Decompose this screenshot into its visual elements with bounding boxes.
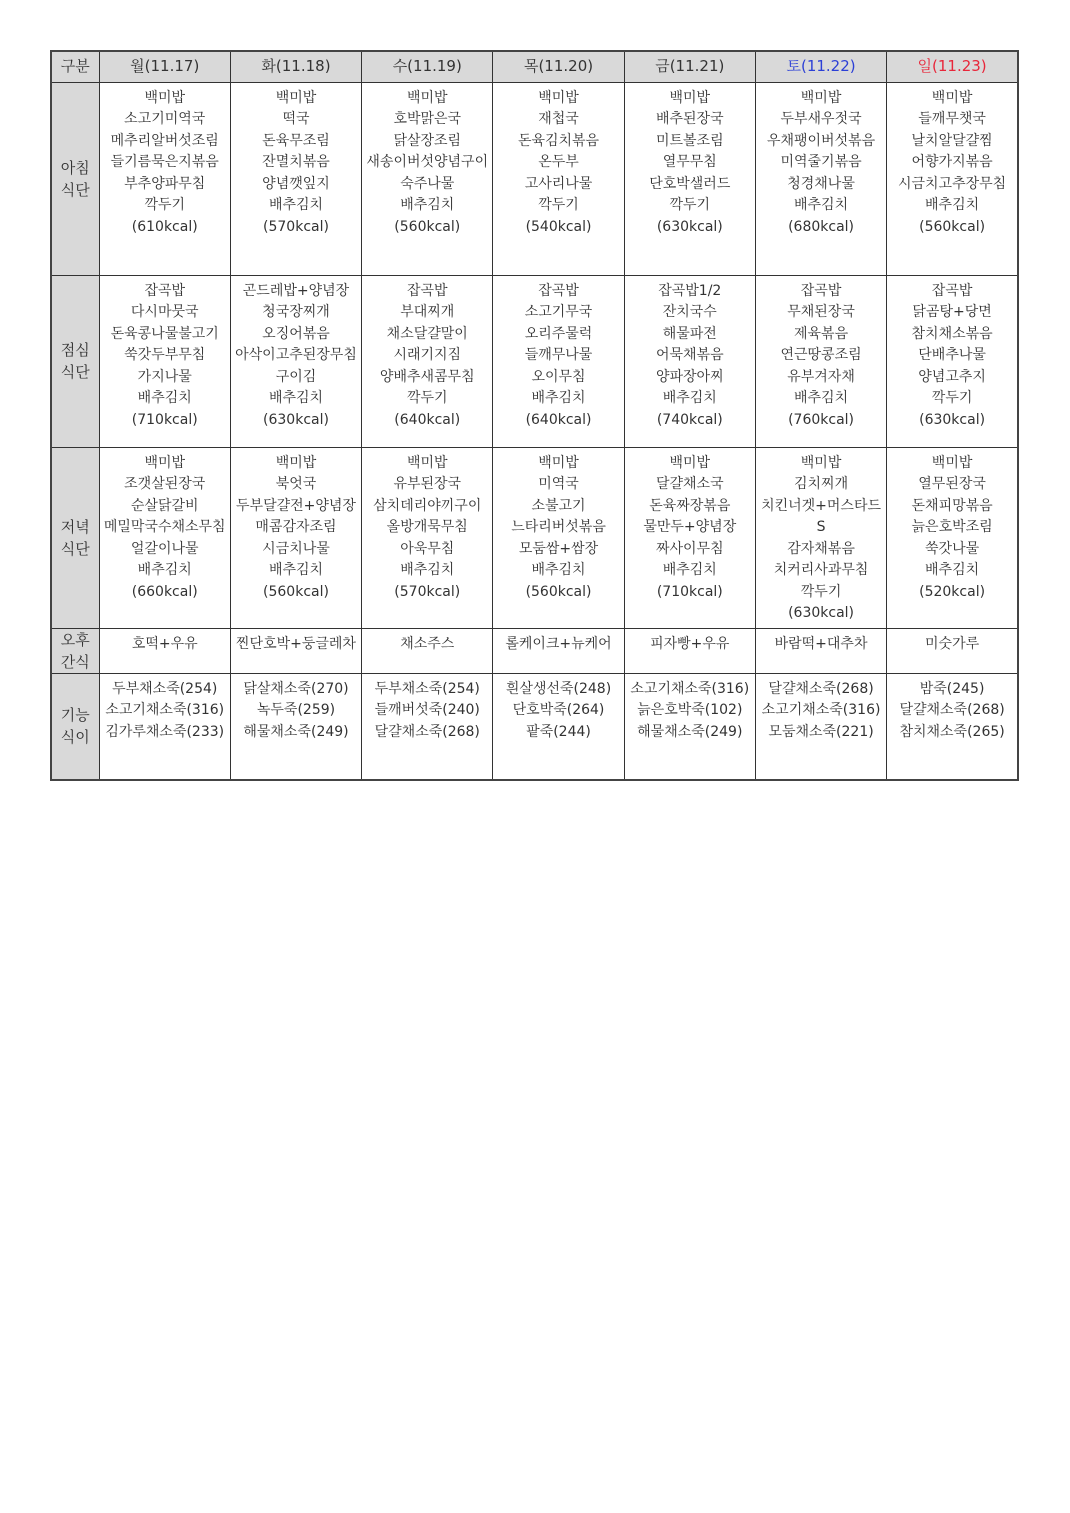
- menu-item-text: 오리주물럭: [524, 325, 593, 342]
- menu-item-text: 잡곡밥: [931, 282, 973, 299]
- menu-item-text: 삼치데리야끼구이: [373, 497, 482, 514]
- menu-item-text: 양념고추지: [918, 368, 986, 385]
- menu-item-text: 배추김치: [400, 197, 455, 213]
- menu-item-text: (660kcal): [131, 583, 198, 600]
- menu-item-text: 물만두+양념장: [643, 519, 737, 535]
- meal-cell-dinner-sat: [755, 447, 886, 628]
- menu-item-text: 깍두기: [669, 197, 711, 213]
- meal-cell-special-diet-thu: [493, 673, 624, 780]
- menu-item-text: 고사리나물: [524, 175, 593, 192]
- menu-item-text: 백미밥: [275, 89, 317, 106]
- row-special-diet: [51, 673, 1018, 780]
- menu-item-text: 백미밥: [538, 454, 579, 471]
- menu-item-text: 백미밥: [538, 89, 579, 106]
- meal-cell-snack-thu: [493, 628, 624, 673]
- menu-item-text: 느타리버섯볶음: [511, 519, 606, 535]
- day-header-sat: 토(11.22): [755, 51, 886, 82]
- meal-cell-dinner-mon: [99, 447, 230, 628]
- menu-item-text: 유부된장국: [393, 476, 462, 492]
- menu-item-text: 날치알달걀찜: [911, 132, 993, 149]
- menu-item-text: 달걀채소죽(268): [899, 702, 1005, 718]
- menu-item-text: 양념깻잎지: [262, 175, 330, 192]
- menu-item-text: 식이: [60, 728, 90, 747]
- menu-item-text: 양배추새콤무침: [379, 368, 475, 385]
- row-lunch: [51, 275, 1018, 447]
- menu-item-text: 숙주나물: [400, 175, 455, 192]
- menu-item-text: 배추김치: [531, 390, 586, 406]
- menu-item-text: 구이김: [275, 368, 317, 385]
- menu-item-text: 배추김치: [662, 390, 717, 406]
- menu-item-text: (630kcal): [656, 218, 723, 235]
- meal-cell-lunch-fri: [624, 275, 755, 447]
- meal-cell-lunch-mon: [99, 275, 230, 447]
- menu-item-text: 소고기무국: [524, 304, 593, 320]
- menu-item-text: 닭살장조림: [393, 132, 462, 149]
- menu-item-text: 단배추나물: [918, 347, 986, 363]
- menu-item-text: 피자빵+우유: [650, 635, 730, 652]
- menu-item-text: 청경채나물: [787, 175, 855, 192]
- menu-item-text: 해물파전: [662, 325, 717, 342]
- menu-item-text: 북엇국: [275, 476, 317, 492]
- meal-cell-breakfast-sat: [755, 82, 886, 275]
- menu-item-text: 잔치국수: [662, 304, 717, 320]
- meal-cell-dinner-sun: [887, 447, 1018, 628]
- row-label-lunch: [51, 275, 99, 447]
- weekly-meal-table: [50, 50, 1019, 781]
- menu-item-text: 메추리알버섯조림: [110, 132, 219, 149]
- menu-item-text: 배추김치: [794, 197, 849, 213]
- menu-item-text: 아침: [60, 158, 90, 177]
- meal-cell-breakfast-thu: [493, 82, 624, 275]
- row-label-breakfast: [51, 82, 99, 275]
- menu-item-text: 해물채소죽(249): [637, 723, 743, 740]
- menu-item-text: 미역국: [538, 476, 579, 492]
- menu-item-text: 감자채볶음: [787, 540, 855, 557]
- menu-item-text: 두부달걀전+양념장: [236, 497, 356, 514]
- menu-item-text: 배추김치: [925, 197, 980, 213]
- menu-item-text: 돈육김치볶음: [517, 132, 600, 149]
- menu-item-text: 호박맑은국: [393, 111, 462, 127]
- menu-item-text: 참치채소죽(265): [899, 723, 1005, 740]
- row-breakfast: [51, 82, 1018, 275]
- menu-item-text: 소고기채소죽(316): [761, 702, 881, 718]
- meal-cell-snack-sun: [887, 628, 1018, 673]
- row-label-dinner: [51, 447, 99, 628]
- menu-item-text: 달걀채소죽(268): [374, 723, 480, 740]
- menu-item-text: 잡곡밥: [144, 282, 186, 299]
- menu-item-text: 잡곡밥: [538, 282, 579, 299]
- menu-item-text: 바람떡+대추차: [774, 635, 868, 652]
- menu-item-text: 쑥갓두부무침: [124, 347, 206, 363]
- menu-item-text: 가지나물: [137, 368, 192, 385]
- menu-item-text: 미역줄기볶음: [780, 154, 862, 170]
- menu-item-text: 새송이버섯양념구이: [366, 154, 489, 170]
- menu-item-text: 들깨무나물: [524, 347, 593, 363]
- menu-item-text: (560kcal): [919, 218, 986, 235]
- menu-item-text: (560kcal): [263, 583, 329, 600]
- menu-item-text: 배추김치: [268, 390, 324, 406]
- menu-item-text: 치커리사과무침: [773, 562, 869, 578]
- menu-item-text: 깍두기: [144, 197, 186, 213]
- menu-item-text: 기능: [60, 706, 90, 725]
- meal-cell-special-diet-wed: [362, 673, 493, 780]
- menu-item-text: 아욱무침: [400, 540, 455, 557]
- menu-item-text: 돈육콩나물불고기: [110, 325, 219, 342]
- menu-item-text: 떡국: [282, 111, 310, 127]
- row-label-special-diet: [51, 673, 99, 780]
- menu-item-text: 소고기미역국: [124, 111, 206, 127]
- menu-item-text: 백미밥: [406, 454, 448, 471]
- menu-item-text: 백미밥: [800, 89, 842, 106]
- menu-item-text: 배추된장국: [655, 111, 724, 127]
- menu-item-text: 들깨버섯죽(240): [374, 702, 480, 718]
- menu-item-text: 백미밥: [931, 89, 973, 106]
- menu-item-text: 식단: [60, 180, 90, 199]
- menu-item-text: 돈육무조림: [262, 132, 330, 149]
- menu-item-text: 달걀채소국: [655, 476, 724, 492]
- menu-item-text: 두부새우젓국: [780, 111, 862, 127]
- menu-item-text: 소불고기: [531, 497, 586, 514]
- menu-item-text: 배추김치: [137, 562, 192, 578]
- menu-item-text: 소고기채소죽(316): [105, 702, 225, 718]
- menu-item-text: 백미밥: [144, 454, 186, 471]
- menu-item-text: 곤드레밥+양념장: [242, 282, 350, 299]
- menu-item-text: (640kcal): [394, 411, 461, 428]
- day-header-thu: 목(11.20): [493, 51, 624, 82]
- menu-item-text: 시금치나물: [262, 540, 330, 557]
- menu-item-text: 백미밥: [800, 454, 842, 471]
- menu-item-text: 배추김치: [400, 562, 455, 578]
- day-header-mon: 월(11.17): [99, 51, 230, 82]
- meal-cell-snack-wed: [362, 628, 493, 673]
- menu-item-text: 단호박샐러드: [649, 175, 731, 192]
- meal-cell-lunch-thu: [493, 275, 624, 447]
- menu-item-text: 팥죽(244): [526, 723, 591, 740]
- menu-item-text: 재첩국: [538, 111, 579, 127]
- meal-cell-snack-sat: [755, 628, 886, 673]
- menu-item-text: 김가루채소죽(233): [105, 723, 225, 740]
- menu-item-text: 미트볼조림: [655, 132, 724, 149]
- menu-item-text: 두부채소죽(254): [112, 680, 218, 697]
- menu-item-text: 식단: [60, 539, 90, 558]
- menu-item-text: 모둠쌈+쌈장: [518, 540, 599, 557]
- menu-item-text: 들기름묵은지볶음: [110, 154, 219, 170]
- menu-item-text: 김치찌개: [794, 476, 849, 492]
- menu-item-text: 호떡+우유: [131, 635, 198, 652]
- menu-item-text: 채소달걀말이: [386, 325, 468, 342]
- menu-item-text: 배추김치: [137, 390, 192, 406]
- menu-item-text: 얼갈이나물: [130, 540, 199, 557]
- menu-item-text: 백미밥: [406, 89, 448, 106]
- menu-item-text: 오이무침: [531, 368, 586, 385]
- menu-item-text: (610kcal): [131, 218, 198, 235]
- meal-cell-lunch-wed: [362, 275, 493, 447]
- menu-item-text: 깍두기: [800, 583, 842, 600]
- menu-item-text: (760kcal): [788, 411, 855, 428]
- menu-item-text: 잡곡밥: [800, 282, 842, 299]
- menu-item-text: 청국장찌개: [262, 304, 330, 320]
- menu-item-text: (630kcal): [788, 605, 855, 621]
- menu-item-text: 열무된장국: [918, 476, 986, 492]
- meal-cell-snack-mon: [99, 628, 230, 673]
- menu-item-text: 배추김치: [794, 390, 849, 406]
- menu-item-text: (680kcal): [788, 218, 855, 235]
- meal-cell-breakfast-tue: [230, 82, 361, 275]
- meal-cell-lunch-sat: [755, 275, 886, 447]
- menu-item-text: 백미밥: [669, 89, 711, 106]
- menu-item-text: 점심: [60, 341, 90, 359]
- menu-item-text: 잡곡밥: [406, 282, 448, 299]
- menu-item-text: 채소주스: [400, 635, 455, 652]
- menu-item-text: 올방개묵무침: [386, 519, 468, 535]
- menu-item-text: 메밀막국수채소무침: [103, 519, 226, 535]
- meal-cell-snack-fri: [624, 628, 755, 673]
- menu-item-text: 순살닭갈비: [130, 497, 199, 514]
- menu-item-text: 늙은호박죽(102): [637, 702, 743, 718]
- menu-item-text: 밤죽(245): [919, 680, 985, 697]
- menu-item-text: (560kcal): [394, 218, 461, 235]
- menu-item-text: 다시마뭇국: [130, 304, 199, 320]
- menu-item-text: 유부겨자채: [787, 368, 855, 385]
- menu-item-text: 부대찌개: [400, 304, 455, 320]
- menu-item-text: 백미밥: [275, 454, 317, 471]
- menu-item-text: 깍두기: [931, 390, 973, 406]
- menu-item-text: 닭곰탕+당면: [912, 304, 992, 320]
- meal-cell-breakfast-mon: [99, 82, 230, 275]
- menu-item-text: 소고기채소죽(316): [630, 680, 750, 697]
- menu-item-text: (630kcal): [263, 411, 329, 428]
- meal-cell-special-diet-tue: [230, 673, 361, 780]
- meal-cell-dinner-tue: [230, 447, 361, 628]
- menu-item-text: 잔멸치볶음: [262, 154, 330, 170]
- meal-cell-breakfast-wed: [362, 82, 493, 275]
- menu-item-text: (540kcal): [525, 218, 592, 235]
- menu-item-text: 배추김치: [925, 562, 980, 578]
- menu-item-text: (560kcal): [525, 583, 592, 600]
- menu-item-text: 찐단호박+둥글레차: [236, 635, 356, 652]
- menu-item-text: 열무무침: [662, 154, 717, 170]
- meal-cell-lunch-sun: [887, 275, 1018, 447]
- meal-cell-special-diet-sat: [755, 673, 886, 780]
- menu-item-text: 돈채피망볶음: [911, 497, 993, 514]
- menu-item-text: 간식: [60, 652, 90, 671]
- menu-item-text: 연근땅콩조림: [780, 347, 862, 363]
- menu-item-text: (710kcal): [656, 583, 723, 600]
- menu-item-text: 식단: [60, 363, 90, 381]
- menu-item-text: 깍두기: [406, 390, 448, 406]
- meal-cell-lunch-tue: [230, 275, 361, 447]
- menu-item-text: 무채된장국: [787, 304, 855, 320]
- menu-item-text: 어향가지볶음: [911, 154, 993, 170]
- meal-cell-special-diet-mon: [99, 673, 230, 780]
- menu-item-text: 잡곡밥1/2: [658, 282, 722, 299]
- menu-item-text: (630kcal): [919, 411, 986, 428]
- menu-item-text: 시금치고추장무침: [897, 175, 1007, 192]
- menu-item-text: 배추김치: [662, 562, 717, 578]
- menu-item-text: 배추김치: [268, 562, 324, 578]
- menu-item-text: 매콤감자조림: [255, 519, 337, 535]
- meal-cell-dinner-thu: [493, 447, 624, 628]
- menu-item-text: 단호박죽(264): [512, 702, 605, 718]
- menu-item-text: 시래기지짐: [393, 347, 462, 363]
- day-header-sun: 일(11.23): [887, 51, 1018, 82]
- header-row: [51, 51, 1018, 82]
- menu-item-text: 쑥갓나물: [925, 540, 980, 557]
- menu-item-text: 저녁: [60, 517, 90, 536]
- menu-item-text: 두부채소죽(254): [374, 680, 480, 697]
- meal-cell-special-diet-sun: [887, 673, 1018, 780]
- menu-item-text: 짜사이무침: [655, 540, 724, 557]
- menu-item-text: 백미밥: [931, 454, 973, 471]
- menu-item-text: (570kcal): [394, 583, 461, 600]
- menu-item-text: 제육볶음: [794, 325, 849, 342]
- meal-cell-breakfast-fri: [624, 82, 755, 275]
- menu-item-text: 돈육짜장볶음: [649, 497, 731, 514]
- meal-cell-breakfast-sun: [887, 82, 1018, 275]
- menu-item-text: (740kcal): [656, 411, 723, 428]
- menu-item-text: 늙은호박조림: [911, 519, 993, 535]
- day-header-wed: 수(11.19): [362, 51, 493, 82]
- menu-item-text: 오후: [60, 630, 90, 649]
- menu-item-text: 흰살생선죽(248): [505, 680, 612, 697]
- menu-item-text: 들깨무챗국: [918, 111, 986, 127]
- menu-item-text: 닭살채소죽(270): [243, 680, 349, 697]
- menu-item-text: 배추김치: [531, 562, 586, 578]
- menu-item-text: 어묵채볶음: [655, 347, 724, 363]
- menu-item-text: 모둠채소죽(221): [768, 723, 874, 740]
- menu-item-text: 참치채소볶음: [911, 325, 993, 342]
- day-header-fri: 금(11.21): [624, 51, 755, 82]
- meal-cell-snack-tue: [230, 628, 361, 673]
- menu-item-text: 치킨너겟+머스타드S: [761, 497, 882, 535]
- corner-header: 구분: [51, 51, 99, 82]
- menu-item-text: (570kcal): [263, 218, 329, 235]
- menu-item-text: 미숫가루: [925, 635, 980, 652]
- row-dinner: [51, 447, 1018, 628]
- menu-item-text: 배추김치: [268, 197, 324, 213]
- meal-cell-dinner-wed: [362, 447, 493, 628]
- meal-cell-special-diet-fri: [624, 673, 755, 780]
- menu-item-text: 조갯살된장국: [124, 476, 206, 492]
- menu-item-text: 백미밥: [144, 89, 186, 106]
- menu-item-text: 아삭이고추된장무침: [235, 347, 357, 363]
- row-label-snack: [51, 628, 99, 673]
- menu-item-text: 백미밥: [669, 454, 711, 471]
- menu-item-text: 깍두기: [538, 197, 579, 213]
- menu-item-text: 우채팽이버섯볶음: [766, 132, 876, 149]
- menu-item-text: (710kcal): [131, 411, 198, 428]
- menu-item-text: 녹두죽(259): [256, 702, 336, 718]
- menu-item-text: 양파장아찌: [655, 368, 724, 385]
- day-header-tue: 화(11.18): [230, 51, 361, 82]
- menu-item-text: (520kcal): [919, 583, 986, 600]
- menu-item-text: 롤케이크+뉴케어: [505, 635, 612, 652]
- menu-item-text: 온두부: [538, 154, 579, 170]
- meal-cell-dinner-fri: [624, 447, 755, 628]
- row-snack: [51, 628, 1018, 673]
- menu-item-text: 달걀채소죽(268): [768, 680, 874, 697]
- menu-item-text: (640kcal): [525, 411, 592, 428]
- menu-item-text: 오징어볶음: [262, 325, 330, 342]
- menu-item-text: 부추양파무침: [124, 175, 206, 192]
- menu-item-text: 해물채소죽(249): [243, 723, 349, 740]
